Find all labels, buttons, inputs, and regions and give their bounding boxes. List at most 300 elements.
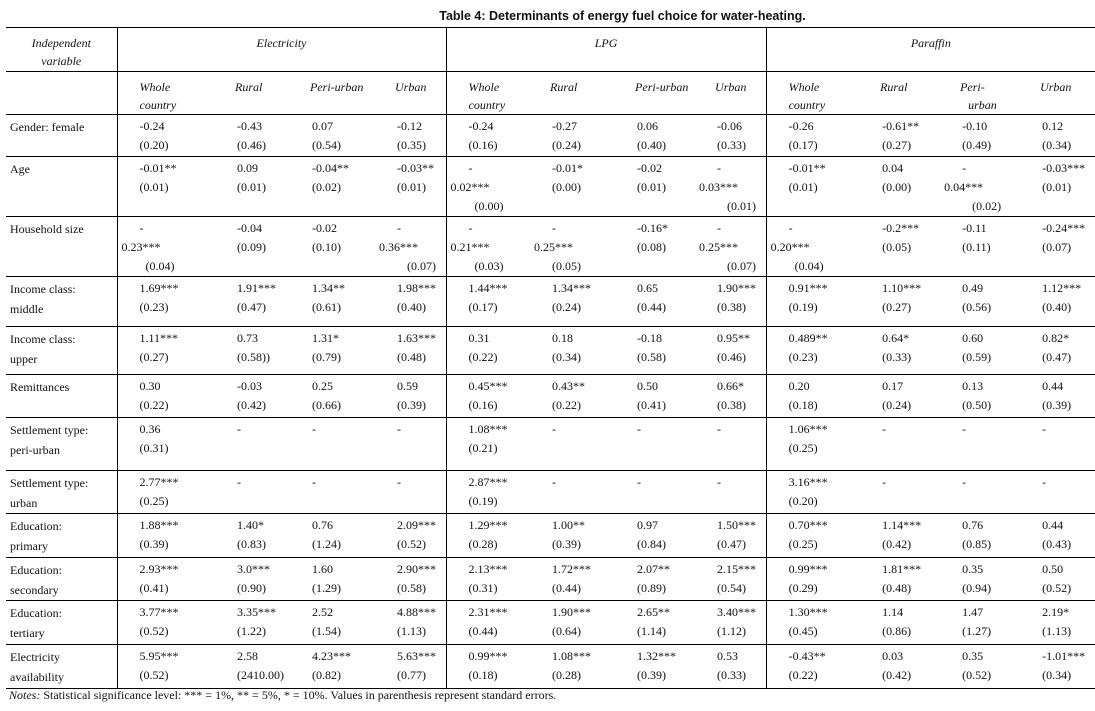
subcolumn-header-row: [6, 72, 1095, 115]
standard-error: (0.27): [882, 300, 912, 314]
table-cell: [1020, 157, 1095, 217]
standard-error: (0.83): [237, 537, 266, 551]
standard-error: (0.02): [972, 199, 1002, 213]
standard-error: (0.03): [474, 259, 504, 273]
standard-error: (0.18): [468, 668, 498, 682]
coefficient: 0.31: [468, 331, 490, 345]
standard-error: (0.00): [882, 180, 912, 194]
standard-error: (0.28): [468, 537, 498, 551]
standard-error: (0.44): [468, 624, 498, 638]
coefficient: 1.88***: [139, 518, 179, 532]
table-cell: [860, 471, 940, 514]
coefficient: 0.04: [882, 161, 904, 175]
standard-error: (0.38): [717, 300, 747, 314]
table-cell: [1020, 471, 1095, 514]
subcolumn-header-line: country: [468, 98, 506, 112]
coefficient: 2.58: [237, 649, 258, 663]
standard-error: (0.89): [637, 581, 667, 595]
standard-error: (0.09): [237, 240, 266, 254]
standard-error: (0.90): [237, 581, 266, 595]
table-cell: [375, 217, 446, 277]
standard-error: (0.01): [1042, 180, 1072, 194]
subcolumn-header-line: urban: [968, 98, 997, 112]
coefficient: -: [1042, 422, 1047, 436]
standard-error: (0.50): [962, 398, 992, 412]
standard-error: (0.56): [962, 300, 992, 314]
coefficient: 2.87***: [468, 475, 508, 489]
coefficient: -0.04**: [312, 161, 349, 175]
coefficient: 0.64*: [882, 331, 910, 345]
table-cell: [766, 277, 860, 327]
table-cell: [446, 217, 530, 277]
standard-error: (0.31): [468, 581, 498, 595]
standard-error: (0.22): [788, 668, 818, 682]
standard-error: (1.29): [312, 581, 341, 595]
coefficient: -: [882, 422, 887, 436]
table-cell: [530, 157, 615, 217]
table-cell: [695, 277, 766, 327]
coefficient: 0.36: [139, 422, 161, 436]
table-cell: [375, 645, 446, 689]
subcolumn-header-line: Urban: [715, 80, 747, 94]
table-row: [6, 115, 1095, 157]
coefficient: 1.00**: [552, 518, 586, 532]
coefficient: -: [312, 422, 316, 436]
standard-error: (0.17): [468, 300, 498, 314]
table-cell: [615, 277, 695, 327]
row-label-line: upper: [10, 352, 38, 366]
coefficient: 0.49: [962, 281, 984, 295]
standard-error: (0.48): [397, 350, 426, 364]
standard-error: (0.41): [637, 398, 667, 412]
standard-error: (0.59): [962, 350, 992, 364]
coefficient: -0.16*: [637, 221, 669, 235]
standard-error: (0.47): [717, 537, 747, 551]
table-row: [6, 514, 1095, 558]
table-cell: [446, 327, 530, 375]
table-row: [6, 157, 1095, 217]
standard-error: (0.45): [788, 624, 818, 638]
row-label: [6, 277, 117, 327]
table-cell: [530, 418, 615, 471]
table-cell: [446, 601, 530, 645]
standard-error: (0.94): [962, 581, 992, 595]
row-label-line: primary: [10, 539, 48, 553]
table-cell: [860, 645, 940, 689]
table-cell: [1020, 115, 1095, 157]
standard-error: (0.10): [312, 240, 341, 254]
table-cell: [860, 375, 940, 418]
row-label-line: urban: [10, 496, 38, 510]
table-cell: [446, 375, 530, 418]
coefficient: 4.23***: [312, 649, 351, 663]
subcolumn-header: [860, 72, 940, 115]
coefficient: 0.17: [882, 379, 904, 393]
table-cell: [530, 471, 615, 514]
table-cell: [530, 645, 615, 689]
standard-error: (0.33): [717, 138, 747, 152]
standard-error: (0.40): [397, 300, 426, 314]
coefficient: 0.43**: [552, 379, 586, 393]
table-cell: [290, 514, 375, 558]
standard-error: (0.00): [552, 180, 582, 194]
table-cell: [766, 645, 860, 689]
standard-error: (0.11): [962, 240, 991, 254]
standard-error: (0.01): [139, 180, 169, 194]
standard-error: (0.24): [552, 300, 582, 314]
standard-error: (0.02): [312, 180, 341, 194]
table-cell: [215, 277, 290, 327]
standard-error: (0.00): [474, 199, 504, 213]
row-label: [6, 157, 117, 217]
table-notes: [9, 688, 556, 703]
subcolumn-header: [530, 72, 615, 115]
coefficient: 1.34***: [552, 281, 592, 295]
coefficient: 2.07**: [637, 562, 671, 576]
row-label-line: peri-urban: [10, 443, 60, 457]
coefficient: -: [637, 422, 642, 436]
subcolumn-header: [695, 72, 766, 115]
coefficient: 2.09***: [397, 518, 436, 532]
group-header-electricity: Electricity: [117, 28, 446, 72]
coefficient: 0.489**: [788, 331, 828, 345]
standard-error: (0.41): [139, 581, 169, 595]
standard-error: (0.25): [139, 494, 169, 508]
coefficient: 1.81***: [882, 562, 922, 576]
coefficient: -0.01*: [552, 161, 584, 175]
standard-error: (0.42): [882, 668, 912, 682]
standard-error: (0.23): [139, 300, 169, 314]
coefficient: 0.91***: [788, 281, 828, 295]
table-cell: [215, 327, 290, 375]
subcolumn-header: [1020, 72, 1095, 115]
table-cell: [860, 418, 940, 471]
coefficient: -: [717, 221, 722, 235]
subcolumn-header-line: country: [788, 98, 826, 112]
coefficient: -0.11: [962, 221, 987, 235]
row-label-line: Electricity: [10, 650, 60, 664]
coefficient: 1.72***: [552, 562, 592, 576]
coefficient: -0.01**: [788, 161, 826, 175]
table-cell: [695, 601, 766, 645]
table-cell: [615, 375, 695, 418]
row-label: [6, 217, 117, 277]
standard-error: (0.07): [407, 259, 436, 273]
table-body: [6, 115, 1095, 689]
table-cell: [375, 157, 446, 217]
table-cell: [215, 471, 290, 514]
table-cell: [117, 558, 215, 601]
table-cell: [860, 217, 940, 277]
table-cell: [117, 115, 215, 157]
standard-error: (0.48): [882, 581, 912, 595]
standard-error: (1.12): [717, 624, 747, 638]
subcolumn-header: [215, 72, 290, 115]
table-cell: [215, 418, 290, 471]
coefficient: -0.61**: [882, 119, 920, 133]
coefficient: -0.24***: [1042, 221, 1086, 235]
table-cell: [766, 157, 860, 217]
standard-error: (0.64): [552, 624, 582, 638]
standard-error: (0.05): [882, 240, 912, 254]
table-cell: [615, 157, 695, 217]
coefficient: 0.82*: [1042, 331, 1070, 345]
row-label-line: Education:: [10, 563, 62, 577]
coefficient: 0.65: [637, 281, 659, 295]
standard-error: (0.28): [552, 668, 582, 682]
coefficient: 0.73: [237, 331, 258, 345]
coefficient: -0.24: [468, 119, 494, 133]
standard-error: (1.54): [312, 624, 341, 638]
table-cell: [615, 558, 695, 601]
coefficient: 2.31***: [468, 605, 508, 619]
table-cell: [117, 471, 215, 514]
table-cell: [117, 514, 215, 558]
coefficient: -: [552, 475, 557, 489]
table-cell: [940, 217, 1020, 277]
row-label-line: Education:: [10, 519, 62, 533]
standard-error: (0.27): [139, 350, 169, 364]
table-cell: [860, 558, 940, 601]
coefficient: 2.52: [312, 605, 333, 619]
coefficient: -0.18: [637, 331, 663, 345]
standard-error: (0.22): [139, 398, 169, 412]
table-cell: [766, 375, 860, 418]
coefficient: 0.76: [962, 518, 984, 532]
standard-error: (0.19): [788, 300, 818, 314]
standard-error: (0.42): [237, 398, 266, 412]
coefficient: -: [717, 475, 722, 489]
table-cell: [375, 471, 446, 514]
subcolumn-header: [446, 72, 530, 115]
table-cell: [290, 418, 375, 471]
subcolumn-header: [766, 72, 860, 115]
coefficient: -: [717, 161, 722, 175]
row-label-line: Settlement type:: [10, 476, 89, 490]
table-cell: [860, 327, 940, 375]
table-cell: [766, 601, 860, 645]
table-title: Table 4: Determinants of energy fuel choice for water-heating.: [439, 9, 806, 23]
table-cell: [446, 471, 530, 514]
subcolumn-header-line: Peri-: [960, 80, 985, 94]
standard-error: (0.40): [1042, 300, 1072, 314]
standard-error: (0.01): [397, 180, 426, 194]
table-cell: [940, 375, 1020, 418]
group-header-row: [6, 28, 1095, 72]
standard-error: (0.82): [312, 668, 341, 682]
coefficient: 1.90***: [552, 605, 592, 619]
standard-error: (0.46): [237, 138, 266, 152]
standard-error: (0.52): [962, 668, 992, 682]
table-row: [6, 277, 1095, 327]
table-cell: [695, 514, 766, 558]
standard-error: (0.04): [145, 259, 175, 273]
standard-error: (0.31): [139, 441, 169, 455]
standard-error: (0.08): [637, 240, 667, 254]
table-cell: [1020, 601, 1095, 645]
coefficient: 1.08***: [552, 649, 592, 663]
coefficient: 0.45***: [468, 379, 508, 393]
coefficient: 2.93***: [139, 562, 179, 576]
table-cell: [615, 217, 695, 277]
independent-variable-header: [6, 28, 117, 72]
standard-error: (0.01): [637, 180, 667, 194]
subcolumn-header: [290, 72, 375, 115]
table-cell: [530, 375, 615, 418]
coefficient: 0.03: [882, 649, 904, 663]
coefficient: 1.63***: [397, 331, 436, 345]
table-cell: [1020, 217, 1095, 277]
standard-error: (0.25): [788, 537, 818, 551]
coefficient: -: [637, 475, 642, 489]
table-cell: [530, 514, 615, 558]
coefficient: 1.40*: [237, 518, 264, 532]
coefficient: 0.99***: [468, 649, 508, 663]
table-cell: [375, 558, 446, 601]
group-header-lpg: LPG: [446, 28, 766, 72]
table-cell: [940, 601, 1020, 645]
standard-error: (0.01): [727, 199, 757, 213]
table-cell: [290, 375, 375, 418]
coefficient: -0.2***: [882, 221, 920, 235]
row-label: [6, 115, 117, 157]
standard-error: (0.46): [717, 350, 747, 364]
table-cell: [766, 514, 860, 558]
coefficient: 0.66*: [717, 379, 745, 393]
standard-error: (0.39): [1042, 398, 1072, 412]
coefficient: 1.29***: [468, 518, 508, 532]
row-label-line: Income class:: [10, 332, 76, 346]
subcolumn-header-line: Rural: [550, 80, 578, 94]
standard-error: (0.04): [794, 259, 824, 273]
standard-error: (0.79): [312, 350, 341, 364]
table-row: [6, 645, 1095, 689]
coefficient: 0.04***: [944, 180, 984, 194]
coefficient: -: [468, 221, 473, 235]
table-cell: [940, 277, 1020, 327]
standard-error: (0.34): [1042, 138, 1072, 152]
standard-error: (1.27): [962, 624, 992, 638]
coefficient: -: [237, 475, 241, 489]
row-label-line: Age: [10, 162, 30, 176]
table-cell: [290, 471, 375, 514]
standard-error: (0.29): [788, 581, 818, 595]
coefficient: -: [962, 475, 967, 489]
table-row: [6, 217, 1095, 277]
table-cell: [615, 645, 695, 689]
table-cell: [215, 601, 290, 645]
coefficient: 2.65**: [637, 605, 671, 619]
row-label: [6, 327, 117, 375]
notes-text: Statistical significance level: *** = 1%, ** = 5%, * = 10%. Values in parenthesis represent standard errors.: [40, 688, 557, 702]
standard-error: (0.17): [788, 138, 818, 152]
group-header-paraffin: Paraffin: [766, 28, 1095, 72]
coefficient: 1.14***: [882, 518, 922, 532]
coefficient: -0.26: [788, 119, 814, 133]
coefficient: -0.02: [312, 221, 337, 235]
coefficient: -0.04: [237, 221, 262, 235]
subcolumn-header-line: Urban: [1040, 80, 1072, 94]
standard-error: (0.16): [468, 398, 498, 412]
coefficient: 0.44: [1042, 518, 1064, 532]
coefficient: 1.12***: [1042, 281, 1082, 295]
table-cell: [530, 115, 615, 157]
coefficient: -1.01***: [1042, 649, 1086, 663]
coefficient: 1.90***: [717, 281, 757, 295]
row-label: [6, 418, 117, 471]
standard-error: (0.39): [637, 668, 667, 682]
table-cell: [215, 645, 290, 689]
table-cell: [117, 375, 215, 418]
standard-error: (1.14): [637, 624, 667, 638]
standard-error: (0.52): [397, 537, 426, 551]
standard-error: (0.39): [397, 398, 426, 412]
coefficient: 0.20: [788, 379, 810, 393]
table-cell: [117, 277, 215, 327]
coefficient: 0.97: [637, 518, 659, 532]
table-cell: [530, 558, 615, 601]
coefficient: 1.60: [312, 562, 333, 576]
standard-error: (0.52): [139, 624, 169, 638]
standard-error: (0.35): [397, 138, 426, 152]
coefficient: 1.44***: [468, 281, 508, 295]
coefficient: -: [552, 221, 557, 235]
table-cell: [117, 217, 215, 277]
standard-error: (0.38): [717, 398, 747, 412]
empty-header-cell: [6, 72, 117, 115]
standard-error: (0.16): [468, 138, 498, 152]
table-cell: [290, 327, 375, 375]
coefficient: 0.50: [1042, 562, 1064, 576]
coefficient: -: [717, 422, 722, 436]
standard-error: (0.07): [1042, 240, 1072, 254]
coefficient: -: [237, 422, 241, 436]
standard-error: (0.84): [637, 537, 667, 551]
table-cell: [290, 277, 375, 327]
subcolumn-header: [117, 72, 215, 115]
subcolumn-header-line: Rural: [880, 80, 908, 94]
table-cell: [615, 327, 695, 375]
coefficient: 1.10***: [882, 281, 922, 295]
coefficient: 2.15***: [717, 562, 757, 576]
coefficient: 3.40***: [717, 605, 757, 619]
coefficient: 0.53: [717, 649, 739, 663]
row-label-line: middle: [10, 302, 44, 316]
row-label-line: Education:: [10, 606, 62, 620]
coefficient: 1.98***: [397, 281, 436, 295]
coefficient: 0.25***: [699, 240, 739, 254]
coefficient: -: [312, 475, 316, 489]
standard-error: (0.18): [788, 398, 818, 412]
table-row: [6, 418, 1095, 471]
coefficient: -0.03**: [397, 161, 434, 175]
standard-error: (0.44): [552, 581, 582, 595]
standard-error: (0.07): [727, 259, 757, 273]
table-cell: [940, 645, 1020, 689]
table-cell: [117, 327, 215, 375]
table-cell: [446, 514, 530, 558]
table-cell: [1020, 375, 1095, 418]
table-cell: [530, 277, 615, 327]
coefficient: 0.95**: [717, 331, 751, 345]
table-row: [6, 558, 1095, 601]
coefficient: -: [962, 422, 967, 436]
coefficient: 3.35***: [237, 605, 276, 619]
coefficient: -0.12: [397, 119, 422, 133]
coefficient: 0.07: [312, 119, 333, 133]
coefficient: -0.27: [552, 119, 578, 133]
table-cell: [860, 514, 940, 558]
